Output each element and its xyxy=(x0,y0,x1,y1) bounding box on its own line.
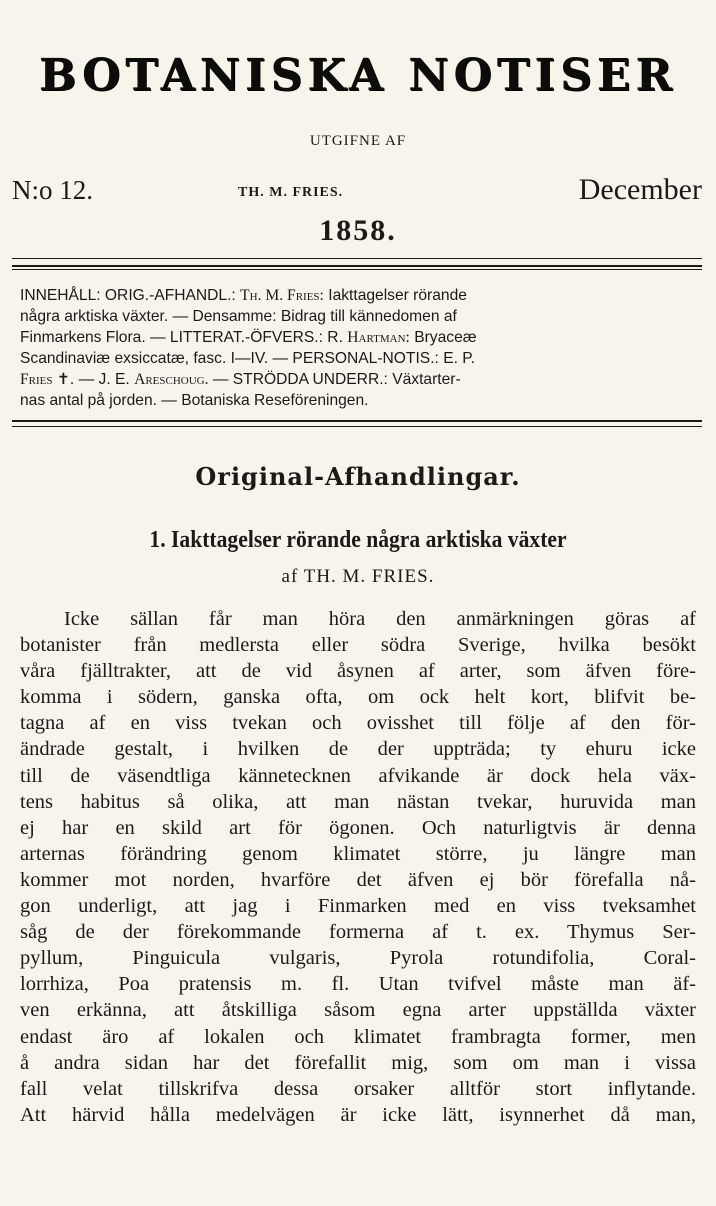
body-line: såg de der förekommande formerna af t. ex. Thymus Ser- xyxy=(20,921,696,944)
contents-line: INNEHÅLL: ORIG.-AFHANDL.: Th. M. Fries: Iakttagelser rörande xyxy=(20,287,467,304)
contents-line: Fries ✝. — J. E. Areschoug. — STRÖDDA UNDERR.: Växtarter- xyxy=(20,371,461,388)
issue-month: December xyxy=(578,173,702,206)
contents-line: några arktiska växter. — Densamme: Bidrag till kännedomen af xyxy=(20,308,457,325)
contents-line: Finmarkens Flora. — LITTERAT.-ÖFVERS.: R. Hartman: Bryaceæ xyxy=(20,329,477,346)
body-line: pyllum, Pinguicula vulgaris, Pyrola rotundifolia, Coral- xyxy=(20,947,696,970)
header-rule-thick xyxy=(12,265,702,267)
body-line: ändrade gestalt, i hvilken de der uppträda; ty ehuru icke xyxy=(20,738,696,761)
body-line: arternas förändring genom klimatet större, ju längre man xyxy=(20,842,696,865)
contents-line: Scandinaviæ exsiccatæ, fasc. I—IV. — PERSONAL-NOTIS.: E. P. xyxy=(20,350,475,367)
body-line: botanister från medlersta eller södra Sverige, hvilka besökt xyxy=(20,634,696,657)
section-title: Original-Afhandlingar. xyxy=(195,462,521,491)
body-line: tagna af en viss tvekan och ovisshet till följe af den för- xyxy=(20,712,696,735)
table-of-contents xyxy=(20,285,700,411)
body-line: lorrhiza, Poa pratensis m. fl. Utan tvifvel måste man äf- xyxy=(20,973,696,996)
contents-rule-bottom xyxy=(12,426,702,427)
body-line: fall velat tillskrifva dessa orsaker alltför stort inflytande. xyxy=(20,1077,696,1100)
article-byline: af TH. M. FRIES. xyxy=(281,566,435,587)
body-line: Icke sällan får man höra den anmärkningen göras af xyxy=(64,608,696,630)
article-title: 1. Iakttagelser rörande några arktiska växter xyxy=(149,527,567,553)
body-line: å andra sidan har det förefallit mig, som om man i vissa xyxy=(20,1051,696,1074)
header-rule-top xyxy=(12,258,702,259)
body-line: tens habitus så olika, att man nästan tvekar, huruvida man xyxy=(20,790,696,813)
issue-number: N:o 12. xyxy=(12,175,93,205)
body-line: Att härvid hålla medelvägen är icke lätt, isynnerhet då man, xyxy=(20,1103,696,1126)
editor-name: TH. M. FRIES. xyxy=(238,185,344,200)
contents-line: nas antal på jorden. — Botaniska Reseföreningen. xyxy=(20,392,369,409)
body-line: till de väsendtliga kännetecknen afvikande är dock hela väx- xyxy=(20,764,696,787)
issue-row xyxy=(12,175,702,211)
body-line: våra fjälltrakter, att de vid åsynen af arter, som äfven före- xyxy=(20,660,696,683)
contents-rule-top xyxy=(12,420,702,422)
article-body xyxy=(20,606,696,1128)
issue-year: 1858. xyxy=(319,214,397,247)
published-by-label: UTGIFNE AF xyxy=(309,133,407,149)
body-line: kommer mot norden, hvarföre det äfven ej bör förefalla nå- xyxy=(20,868,696,891)
journal-masthead: BOTANISKA NOTISER xyxy=(38,50,678,101)
body-line: endast äro af lokalen och klimatet frambragta former, men xyxy=(20,1025,696,1048)
header-rule-bottom xyxy=(12,269,702,270)
body-line: ej har en skild art för ögonen. Och naturligtvis är denna xyxy=(20,816,696,839)
body-line: komma i södern, ganska ofta, om ock helt kort, blifvit be- xyxy=(20,686,696,709)
body-line: ven erkänna, att åtskilliga såsom egna arter uppställda växter xyxy=(20,999,696,1022)
body-line: gon underligt, att jag i Finmarken med en viss tveksamhet xyxy=(20,895,696,918)
